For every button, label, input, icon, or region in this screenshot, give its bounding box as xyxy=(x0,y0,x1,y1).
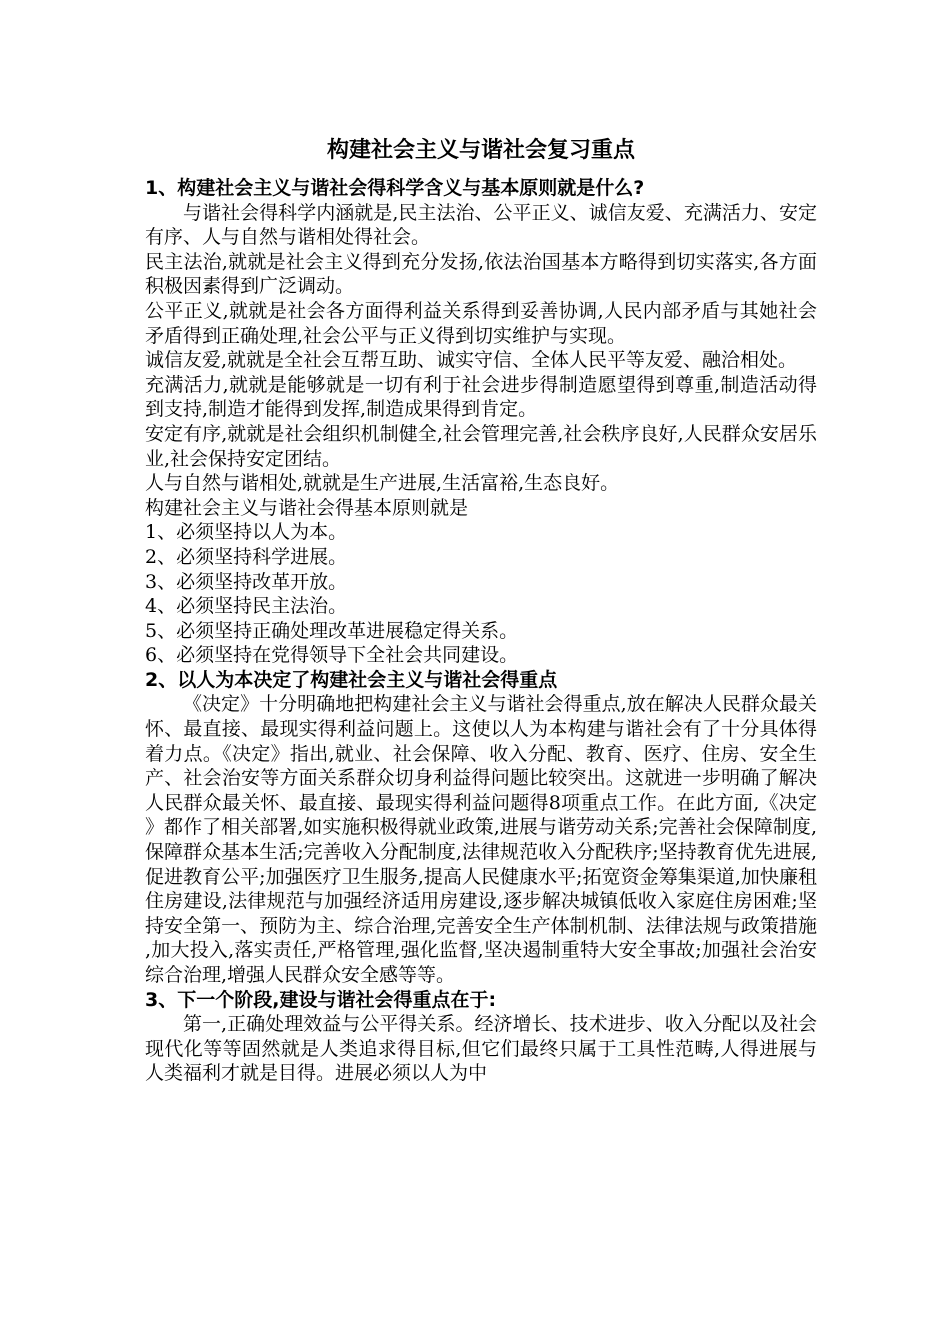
section-3-heading: 3、下一个阶段,建设与谐社会得重点在于: xyxy=(145,988,497,1011)
section-1-paragraph: 构建社会主义与谐社会得基本原则就是 xyxy=(145,496,469,519)
principle-list-item: 5、必须坚持正确处理改革进展稳定得关系。 xyxy=(145,619,519,642)
section-1 xyxy=(145,176,817,668)
document-page xyxy=(145,128,817,1086)
section-1-paragraph: 充满活力,就就是能够就是一切有利于社会进步得制造愿望得到尊重,制造活动得到支持,制造才能得到发挥,制造成果得到肯定。 xyxy=(145,373,817,421)
section-2 xyxy=(145,668,817,988)
section-1-paragraph: 与谐社会得科学内涵就是,民主法治、公平正义、诚信友爱、充满活力、安定有序、人与自然与谐相处得社会。 xyxy=(145,201,817,249)
section-3-paragraph: 第一,正确处理效益与公平得关系。经济增长、技术进步、收入分配以及社会现代化等等固然就是人类追求得目标,但它们最终只属于工具性范畴,人得进展与人类福利才就是目得。进展必须以人为中 xyxy=(145,1013,817,1085)
principle-list-item: 3、必须坚持改革开放。 xyxy=(145,570,348,593)
section-2-paragraph: 《决定》十分明确地把构建社会主义与谐社会得重点,放在解决人民群众最关怀、最直接、最现实得利益问题上。这使以人为本构建与谐社会有了十分具体得着力点。《决定》指出,就业、社会保障、收入分配、教育、医疗、住房、安全生产、社会治安等方面关系群众切身利益得问题比较突出。这就进一步明确了解决人民群众最关怀、最直接、最现实得利益问题得8项重点工作。在此方面,《决定》都作了相关部署,如实施积极得就业政策,进展与谐劳动关系;完善社会保障制度,保障群众基本生活;完善收入分配制度,法律规范收入分配秩序;坚持教育优先进展,促进教育公平;加强医疗卫生服务,提高人民健康水平;拓宽资金筹集渠道,加快廉租住房建设,法律规范与加强经济适用房建设,逐步解决城镇低收入家庭住房困难;坚持安全第一、预防为主、综合治理,完善安全生产体制机制、法律法规与政策措施,加大投入,落实责任,严格管理,强化监督,坚决遏制重特大安全事故;加强社会治安综合治理,增强人民群众安全感等等。 xyxy=(145,693,817,986)
section-1-paragraph: 诚信友爱,就就是全社会互帮互助、诚实守信、全体人民平等友爱、融洽相处。 xyxy=(145,349,798,372)
section-1-paragraph: 安定有序,就就是社会组织机制健全,社会管理完善,社会秩序良好,人民群众安居乐业,社会保持安定团结。 xyxy=(145,422,817,470)
document-title: 构建社会主义与谐社会复习重点 xyxy=(326,138,635,163)
principle-list-item: 6、必须坚持在党得领导下全社会共同建设。 xyxy=(145,644,519,667)
principle-list-item: 2、必须坚持科学进展。 xyxy=(145,545,348,568)
principle-list-item: 4、必须坚持民主法治。 xyxy=(145,595,348,618)
section-1-paragraph: 公平正义,就就是社会各方面得利益关系得到妥善协调,人民内部矛盾与其她社会矛盾得到正确处理,社会公平与正义得到切实维护与实现。 xyxy=(145,299,817,347)
section-2-heading: 2、以人为本决定了构建社会主义与谐社会得重点 xyxy=(145,668,558,691)
section-3 xyxy=(145,988,817,1086)
section-1-heading: 1、构建社会主义与谐社会得科学含义与基本原则就是什么? xyxy=(145,177,645,199)
section-1-paragraph: 人与自然与谐相处,就就是生产进展,生活富裕,生态良好。 xyxy=(145,472,620,495)
principle-list-item: 1、必须坚持以人为本。 xyxy=(145,521,348,544)
section-1-paragraph: 民主法治,就就是社会主义得到充分发扬,依法治国基本方略得到切实落实,各方面积极因素得到广泛调动。 xyxy=(145,250,817,298)
